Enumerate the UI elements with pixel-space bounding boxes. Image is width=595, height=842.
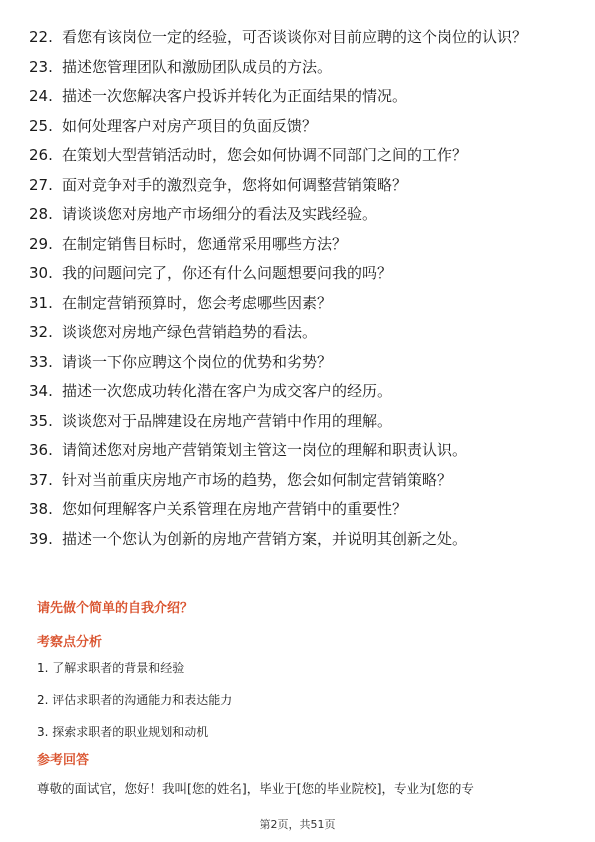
- question-number: 27.: [29, 175, 53, 194]
- analysis-heading: 考察点分析: [37, 635, 103, 650]
- question-text: 谈谈您对房地产绿色营销趋势的看法。: [62, 323, 318, 341]
- question-number: 35.: [29, 411, 53, 430]
- question-text: 面对竞争对手的激烈竞争，您将如何调整营销策略？: [62, 175, 408, 194]
- answer-text: 尊敬的面试官，您好！我叫[您的姓名]，毕业于[您的毕业院校]，专业为[您的专: [37, 781, 474, 796]
- question-number: 24.: [29, 87, 53, 105]
- question-number: 33.: [29, 352, 53, 371]
- question-number: 26.: [29, 146, 53, 164]
- question-item: [29, 115, 569, 137]
- question-text: 请简述您对房地产营销策划主管这一岗位的理解和职责认识。: [62, 441, 468, 459]
- question-text: 请谈谈您对房地产市场细分的看法及实践经验。: [62, 205, 378, 223]
- question-item: [29, 262, 569, 284]
- question-item: [29, 321, 569, 343]
- question-text: 在制定销售目标时，您通常采用哪些方法？: [62, 234, 348, 253]
- question-text: 针对当前重庆房地产市场的趋势，您会如何制定营销策略？: [62, 470, 453, 489]
- analysis-point: 2. 评估求职者的沟通能力和表达能力: [37, 693, 233, 707]
- question-number: 25.: [29, 116, 53, 135]
- question-text: 在策划大型营销活动时，您会如何协调不同部门之间的工作？: [62, 146, 468, 164]
- question-text: 在制定营销预算时，您会考虑哪些因素？: [62, 293, 333, 312]
- question-number: 32.: [29, 323, 53, 341]
- question-number: 28.: [29, 205, 53, 223]
- question-item: [29, 56, 569, 78]
- question-item: [29, 380, 569, 402]
- question-text: 如何处理客户对房产项目的负面反馈？: [62, 116, 318, 135]
- page-number: 第2页，共51页: [259, 818, 336, 831]
- question-number: 36.: [29, 441, 53, 459]
- question-number: 31.: [29, 293, 53, 312]
- question-item: [29, 85, 569, 107]
- question-text: 描述一次您成功转化潜在客户为成交客户的经历。: [62, 382, 393, 400]
- question-number: 22.: [29, 28, 53, 46]
- question-number: 37.: [29, 470, 53, 489]
- question-number: 39.: [29, 529, 53, 548]
- answer-heading: 参考回答: [37, 753, 90, 768]
- question-item: [29, 439, 569, 461]
- question-item: [29, 144, 569, 166]
- question-text: 描述您管理团队和激励团队成员的方法。: [62, 57, 333, 76]
- question-item: [29, 233, 569, 255]
- question-text: 描述一个您认为创新的房地产营销方案，并说明其创新之处。: [62, 529, 468, 548]
- question-number: 29.: [29, 234, 53, 253]
- question-item: [29, 498, 569, 520]
- question-item: [29, 174, 569, 196]
- question-item: [29, 410, 569, 432]
- question-text: 您如何理解客户关系管理在房地产营销中的重要性？: [62, 500, 408, 518]
- question-item: [29, 351, 569, 373]
- question-item: [29, 203, 569, 225]
- analysis-point: 3. 探索求职者的职业规划和动机: [37, 725, 209, 739]
- question-item: [29, 292, 569, 314]
- question-text: 我的问题问完了，你还有什么问题想要问我的吗？: [62, 264, 393, 282]
- question-text: 描述一次您解决客户投诉并转化为正面结果的情况。: [62, 87, 408, 105]
- question-text: 看您有该岗位一定的经验，可否谈谈你对目前应聘的这个岗位的认识？: [62, 28, 528, 46]
- question-text: 请谈一下你应聘这个岗位的优势和劣势？: [62, 352, 333, 371]
- analysis-points: [37, 660, 232, 756]
- analysis-point: 1. 了解求职者的背景和经验: [37, 661, 185, 675]
- question-item: [29, 26, 569, 48]
- intro-question-heading: 请先做个简单的自我介绍？: [37, 601, 194, 616]
- question-number: 30.: [29, 264, 53, 282]
- question-number: 23.: [29, 57, 53, 76]
- question-number: 34.: [29, 382, 53, 400]
- question-number: 38.: [29, 500, 53, 518]
- question-list: [29, 26, 569, 557]
- question-item: [29, 469, 569, 491]
- question-item: [29, 528, 569, 550]
- question-text: 谈谈您对于品牌建设在房地产营销中作用的理解。: [62, 411, 393, 430]
